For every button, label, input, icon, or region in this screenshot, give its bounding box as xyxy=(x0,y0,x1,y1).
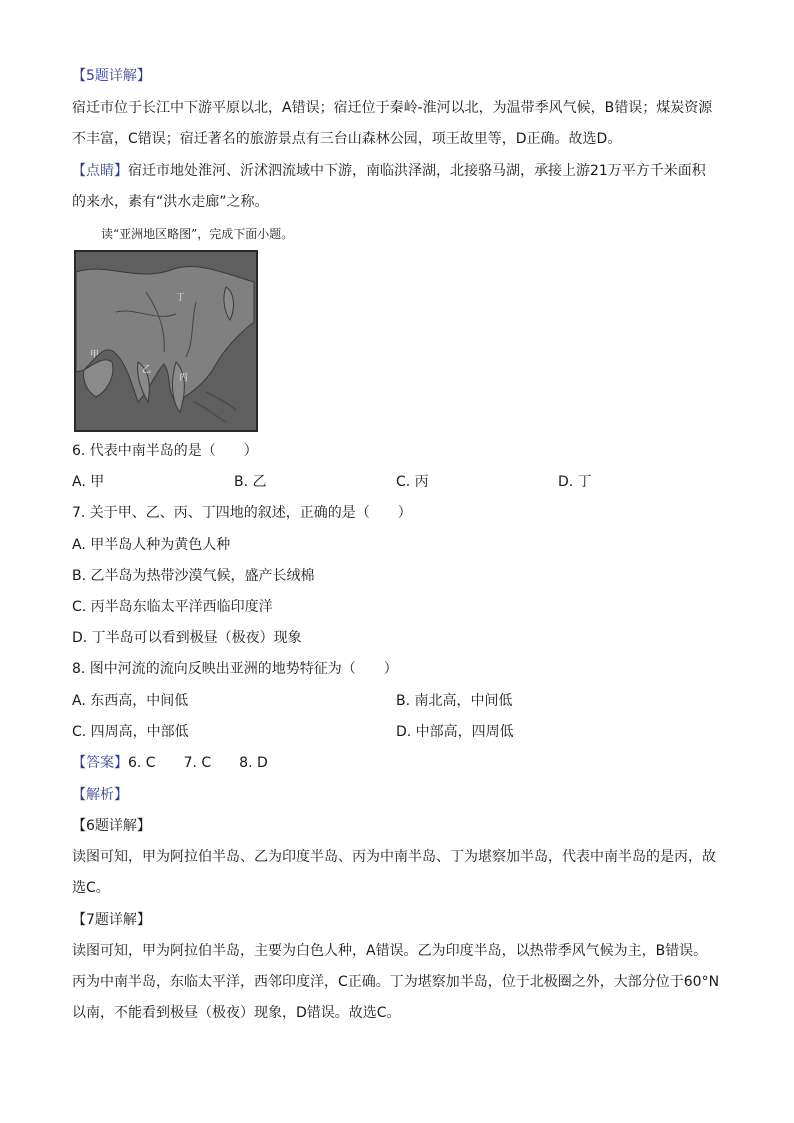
q7-option-a: A. 甲半岛人种为黄色人种 xyxy=(72,537,231,553)
q7-option-c: C. 丙半岛东临太平洋西临印度洋 xyxy=(72,599,273,615)
q7-analysis-line1: 读图可知，甲为阿拉伯半岛，主要为白色人种，A错误。乙为印度半岛，以热带季风气候为主，B错误。 xyxy=(72,943,708,959)
q6-option-b: B. 乙 xyxy=(234,474,267,490)
q8-option-b: B. 南北高，中间低 xyxy=(396,693,513,709)
note-label: 【点睛】 xyxy=(72,163,128,179)
map-caption: 读“亚洲地区略图”，完成下面小题。 xyxy=(101,227,294,241)
q7-option-d: D. 丁半岛可以看到极昼（极夜）现象 xyxy=(72,630,302,646)
q6-stem: 6. 代表中南半岛的是（ ） xyxy=(72,443,258,459)
q7-analysis-line3: 以南，不能看到极昼（极夜）现象，D错误。故选C。 xyxy=(72,1005,401,1021)
q8-stem: 8. 图中河流的流向反映出亚洲的地势特征为（ ） xyxy=(72,661,398,677)
map-mark-yi: 乙 xyxy=(142,365,152,375)
section5-heading: 【5题详解】 xyxy=(72,68,151,84)
answer-line xyxy=(72,753,732,773)
answer-label: 【答案】 xyxy=(72,755,128,771)
q6-option-d: D. 丁 xyxy=(558,474,592,490)
asia-map xyxy=(74,250,258,432)
q6-option-c: C. 丙 xyxy=(396,474,429,490)
asia-map-drawing xyxy=(76,252,256,430)
q6-analysis-line2: 选C。 xyxy=(72,880,110,896)
answer-items: 6. C 7. C 8. D xyxy=(128,755,268,771)
q8-option-a: A. 东西高，中间低 xyxy=(72,693,189,709)
note-line2: 的来水，素有“洪水走廊”之称。 xyxy=(72,194,269,210)
analysis-label: 【解析】 xyxy=(72,787,128,803)
section5-body-line1: 宿迁市位于长江中下游平原以北，A错误；宿迁位于秦岭-淮河以北，为温带季风气候，B错误；煤炭资源 xyxy=(72,100,713,116)
q7-analysis-heading: 【7题详解】 xyxy=(72,912,151,928)
q7-stem: 7. 关于甲、乙、丙、丁四地的叙述，正确的是（ ） xyxy=(72,505,412,521)
q8-option-c: C. 四周高，中部低 xyxy=(72,724,189,740)
map-mark-bing: 丙 xyxy=(179,373,189,383)
map-mark-jia: 甲 xyxy=(90,350,100,360)
note-text: 宿迁市地处淮河、沂沭泗流域中下游，南临洪泽湖，北接骆马湖，承接上游21万平方千米面积 xyxy=(128,163,706,179)
q6-analysis-line1: 读图可知，甲为阿拉伯半岛、乙为印度半岛、丙为中南半岛、丁为堪察加半岛，代表中南半岛的是丙，故 xyxy=(72,849,716,865)
q7-option-b: B. 乙半岛为热带沙漠气候，盛产长绒棉 xyxy=(72,568,315,584)
note-line1 xyxy=(72,161,732,181)
q6-option-a: A. 甲 xyxy=(72,474,105,490)
q7-analysis-line2: 丙为中南半岛，东临太平洋，西邻印度洋，C正确。丁为堪察加半岛，位于北极圈之外，大部分位于60°N xyxy=(72,974,720,990)
section5-body-line2: 不丰富，C错误；宿迁著名的旅游景点有三台山森林公园，项王故里等，D正确。故选D。 xyxy=(72,131,622,147)
q6-analysis-heading: 【6题详解】 xyxy=(72,818,151,834)
map-mark-ding: 丁 xyxy=(176,293,186,303)
q8-option-d: D. 中部高，四周低 xyxy=(396,724,514,740)
